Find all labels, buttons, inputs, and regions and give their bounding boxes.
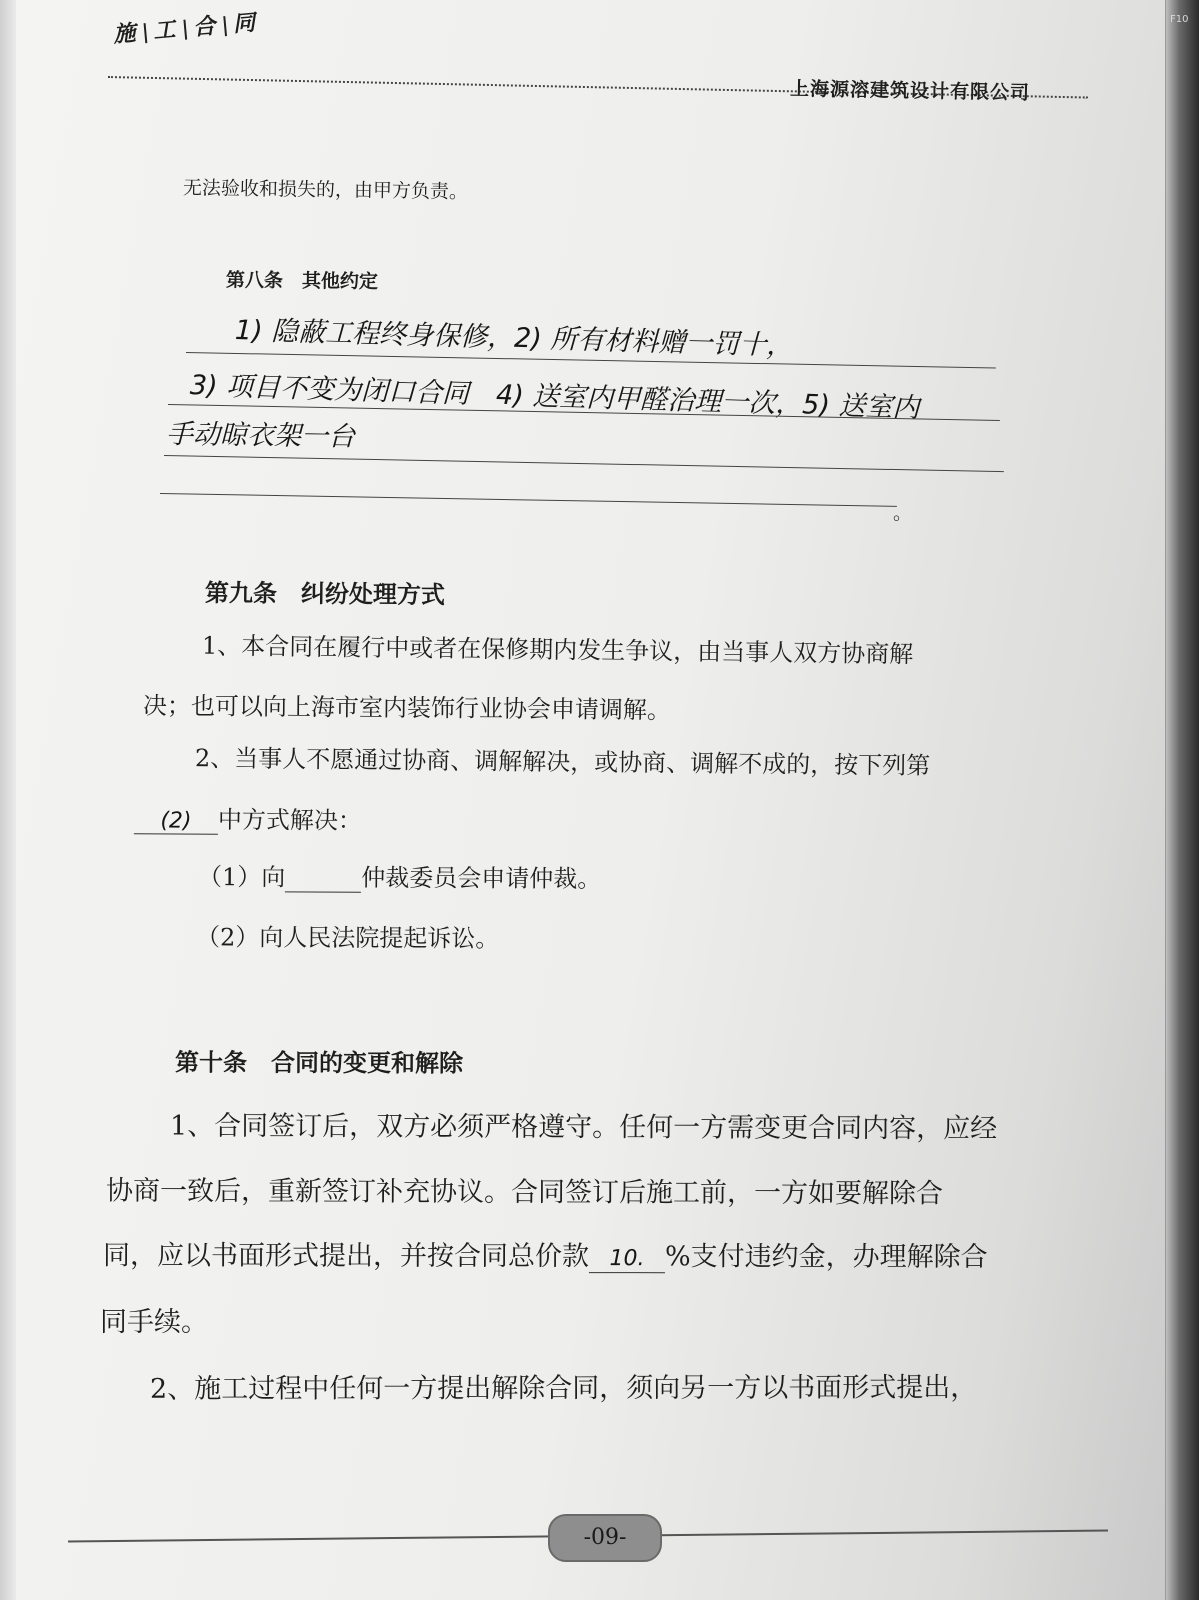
article10-para1-line4: 同手续。 (100, 1307, 208, 1338)
arbitration-body-blank (285, 863, 361, 892)
handwritten-line-3: 手动晾衣架一台 (165, 419, 356, 453)
article9-option1 (198, 857, 601, 894)
article9-para2-tail: 中方式解决： (217, 805, 363, 835)
article9-heading: 第九条 纠纷处理方式 (204, 578, 446, 610)
article10-para2-line1: 2、施工过程中任何一方提出解除合同，须向另一方以书面形式提出， (149, 1372, 978, 1405)
fill-line (160, 493, 897, 507)
article10-para1-line2: 协商一致后，重新签订补充协议。合同签订后施工前，一方如要解除合 (105, 1175, 944, 1210)
article10-para1-line3 (103, 1233, 988, 1274)
handwritten-line-1: 1) 隐蔽工程终身保修，2) 所有材料赠一罚十， (234, 315, 794, 362)
edge-label: F10 (1170, 14, 1189, 25)
page-edge-shadow (1166, 0, 1199, 1600)
brand-char: 同 (232, 10, 259, 38)
article8-heading: 第八条 其他约定 (225, 269, 379, 293)
previous-text: 无法验收和损失的，由甲方负责。 (182, 177, 469, 203)
article9-para1-line2: 决；也可以向上海市室内装饰行业协会申请调解。 (142, 691, 672, 725)
penalty-percent-handwritten: 10. (609, 1246, 645, 1272)
article10-para1-line1: 1、合同签订后，双方必须严格遵守。任何一方需变更合同内容，应经 (169, 1110, 998, 1145)
line3-prefix: 同，应以书面形式提出，并按合同总价款 (102, 1240, 590, 1273)
method-choice-blank (134, 805, 218, 835)
brand-separator (223, 16, 227, 36)
brand-separator (144, 23, 148, 43)
brand-char: 施 (112, 20, 139, 48)
line3-suffix: %支付违约金，办理解除合 (664, 1241, 988, 1273)
header-brand (112, 5, 258, 48)
brand-separator (183, 20, 187, 40)
fill-line (164, 455, 1004, 472)
penalty-percent-blank (589, 1241, 665, 1273)
company-name: 上海源溶建筑设计有限公司 (789, 77, 1031, 105)
article9-para2-line2 (134, 799, 362, 836)
fill-line-end-mark: 。 (893, 502, 913, 524)
option1-prefix: （1）向 (197, 862, 286, 892)
page-number-badge: -09- (548, 1514, 662, 1562)
page-left-strip (0, 0, 16, 1600)
handwritten-line-2: 3) 项目不变为闭口合同 4) 送室内甲醛治理一次，5) 送室内 (189, 370, 920, 424)
article10-heading: 第十条 合同的变更和解除 (174, 1048, 464, 1078)
article9-para1-line1: 1、本合同在履行中或者在保修期内发生争议，由当事人双方协商解 (201, 631, 914, 669)
article9-option2: （2）向人民法院提起诉讼。 (195, 923, 500, 953)
article9-para2-line1: 2、当事人不愿通过协商、调解解决，或协商、调解不成的，按下列第 (194, 744, 931, 780)
option1-suffix: 仲裁委员会申请仲裁。 (361, 863, 602, 894)
brand-char: 工 (152, 17, 179, 45)
brand-char: 合 (192, 13, 219, 41)
method-choice-handwritten: (2) (160, 808, 192, 834)
